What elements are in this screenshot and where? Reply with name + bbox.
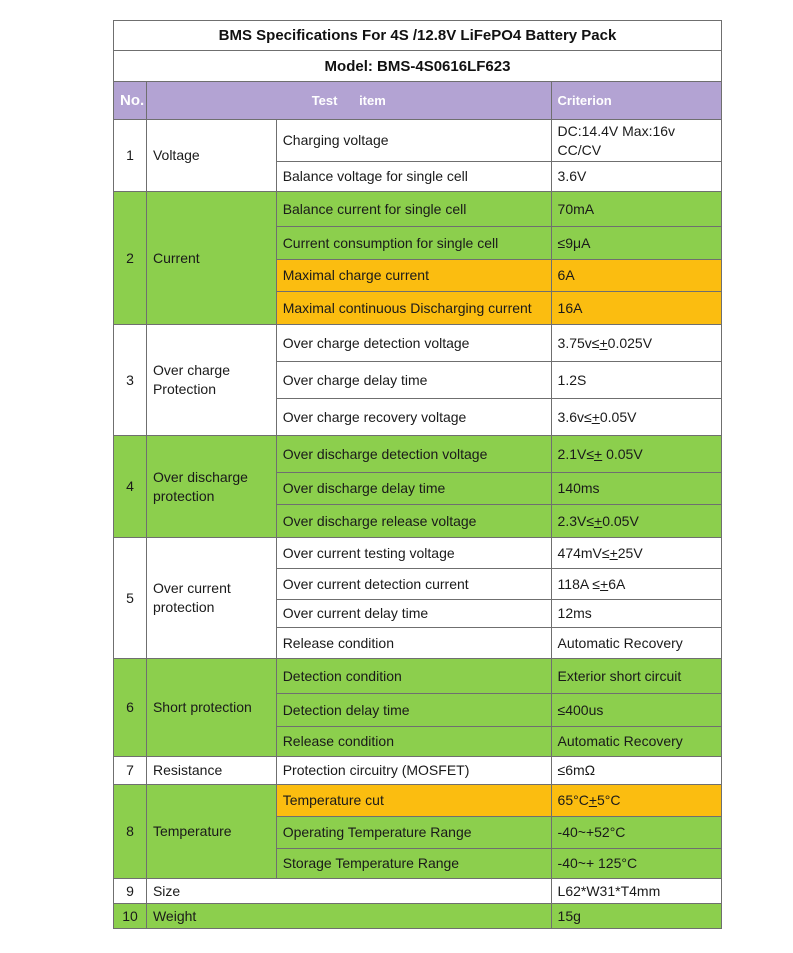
test-item: Balance current for single cell xyxy=(276,192,551,227)
header-no: No. xyxy=(114,82,147,120)
test-item: Maximal continuous Discharging current xyxy=(276,292,551,325)
test-item: Storage Temperature Range xyxy=(276,849,551,879)
model-name: Model: BMS-4S0616LF623 xyxy=(114,51,722,82)
category-name: Size xyxy=(146,879,551,904)
value-part: 0.05V xyxy=(602,445,643,462)
table-row xyxy=(114,325,722,362)
criterion-value: ≤400us xyxy=(551,694,721,727)
category-name: Short protection xyxy=(146,659,276,757)
test-item: Over discharge delay time xyxy=(276,473,551,505)
row-number: 8 xyxy=(114,785,147,879)
criterion-value: ≤6mΩ xyxy=(551,757,721,785)
test-item: Over current delay time xyxy=(276,600,551,628)
value-part: 2.1V≤ xyxy=(557,445,595,462)
value-part: 3.75v≤ xyxy=(557,334,600,351)
criterion-value: -40~+52°C xyxy=(551,817,721,849)
category-name: Over charge Protection xyxy=(146,325,276,436)
test-item: Current consumption for single cell xyxy=(276,227,551,260)
criterion-value xyxy=(551,436,721,473)
table-title: BMS Specifications For 4S /12.8V LiFePO4 Battery Pack xyxy=(114,21,722,51)
test-item: Detection delay time xyxy=(276,694,551,727)
criterion-value: 16A xyxy=(551,292,721,325)
criterion-value xyxy=(551,325,721,362)
table-row xyxy=(114,120,722,162)
title-row xyxy=(114,21,722,51)
value-part: 0.05V xyxy=(599,408,637,425)
test-item: Detection condition xyxy=(276,659,551,694)
value-part: 5°C xyxy=(597,792,621,808)
test-item: Over current testing voltage xyxy=(276,538,551,569)
test-item: Over charge delay time xyxy=(276,362,551,399)
test-item: Release condition xyxy=(276,727,551,757)
plus-minus: + xyxy=(594,445,603,462)
value-part: 65°C xyxy=(557,792,589,808)
table-row xyxy=(114,785,722,817)
row-number: 6 xyxy=(114,659,147,757)
row-number: 5 xyxy=(114,538,147,659)
test-item: Maximal charge current xyxy=(276,260,551,292)
row-number: 4 xyxy=(114,436,147,538)
test-item: Over discharge detection voltage xyxy=(276,436,551,473)
criterion-value xyxy=(551,399,721,436)
test-item: Balance voltage for single cell xyxy=(276,162,551,192)
test-item: Release condition xyxy=(276,628,551,659)
value-part: 6A xyxy=(608,575,626,592)
criterion-value xyxy=(551,538,721,569)
test-item: Temperature cut xyxy=(276,785,551,817)
test-item: Over discharge release voltage xyxy=(276,505,551,538)
header-row xyxy=(114,82,722,120)
criterion-value: 3.6V xyxy=(551,162,721,192)
category-name: Resistance xyxy=(146,757,276,785)
row-number: 9 xyxy=(114,879,147,904)
criterion-value: -40~+ 125°C xyxy=(551,849,721,879)
criterion-value: Exterior short circuit xyxy=(551,659,721,694)
row-number: 7 xyxy=(114,757,147,785)
criterion-value xyxy=(551,785,721,817)
header-criterion: Criterion xyxy=(551,82,721,120)
table-row xyxy=(114,757,722,785)
criterion-value: 140ms xyxy=(551,473,721,505)
plus-minus: + xyxy=(599,334,608,351)
plus-minus: + xyxy=(600,575,609,592)
category-name: Temperature xyxy=(146,785,276,879)
spec-table xyxy=(113,20,722,929)
value-part: 3.6v≤ xyxy=(557,408,592,425)
category-name: Voltage xyxy=(146,120,276,192)
criterion-value xyxy=(551,505,721,538)
test-item: Protection circuitry (MOSFET) xyxy=(276,757,551,785)
table-row xyxy=(114,659,722,694)
test-item: Over charge recovery voltage xyxy=(276,399,551,436)
value-part: 2.3V≤ xyxy=(557,512,595,529)
test-item: Operating Temperature Range xyxy=(276,817,551,849)
category-name: Over discharge protection xyxy=(146,436,276,538)
criterion-value: DC:14.4V Max:16v CC/CV xyxy=(551,120,721,162)
row-number: 1 xyxy=(114,120,147,192)
table-row xyxy=(114,879,722,904)
row-number: 2 xyxy=(114,192,147,325)
value-part: 118A ≤ xyxy=(557,575,600,592)
plus-minus: + xyxy=(609,544,618,561)
table-row xyxy=(114,436,722,473)
criterion-value: ≤9μA xyxy=(551,227,721,260)
value-part: 25V xyxy=(617,544,643,561)
criterion-value: L62*W31*T4mm xyxy=(551,879,721,904)
model-row xyxy=(114,51,722,82)
criterion-value: 12ms xyxy=(551,600,721,628)
criterion-value: 6A xyxy=(551,260,721,292)
value-part: 0.025V xyxy=(607,334,653,351)
category-name: Weight xyxy=(146,904,551,929)
table-row xyxy=(114,538,722,569)
value-part: 0.05V xyxy=(602,512,639,529)
value-part: 474mV≤ xyxy=(557,544,610,561)
criterion-value: Automatic Recovery xyxy=(551,628,721,659)
criterion-value xyxy=(551,569,721,600)
criterion-value: 15g xyxy=(551,904,721,929)
header-test-item: Test item xyxy=(146,82,551,120)
plus-minus: + xyxy=(591,408,600,425)
test-item: Over charge detection voltage xyxy=(276,325,551,362)
category-name: Over current protection xyxy=(146,538,276,659)
criterion-value: 1.2S xyxy=(551,362,721,399)
table-row xyxy=(114,192,722,227)
plus-minus: + xyxy=(594,512,603,529)
row-number: 10 xyxy=(114,904,147,929)
table-row xyxy=(114,904,722,929)
plus-minus: + xyxy=(588,792,597,808)
test-item: Charging voltage xyxy=(276,120,551,162)
category-name: Current xyxy=(146,192,276,325)
test-item: Over current detection current xyxy=(276,569,551,600)
row-number: 3 xyxy=(114,325,147,436)
criterion-value: 70mA xyxy=(551,192,721,227)
criterion-value: Automatic Recovery xyxy=(551,727,721,757)
